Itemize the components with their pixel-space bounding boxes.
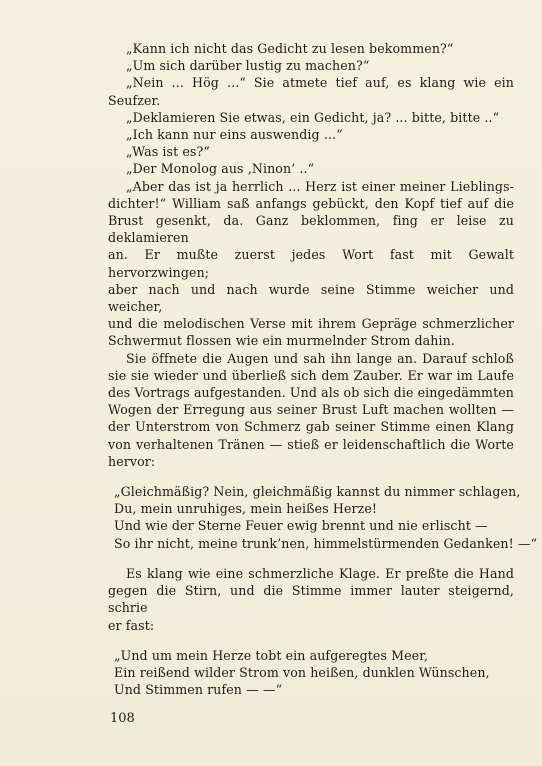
text-line: an. Er mußte zuerst jedes Wort fast mit Gewalt hervorzwingen; <box>108 247 514 280</box>
text-line: von verhaltenen Tränen — stieß er leidenschaftlich die Worte <box>108 436 514 452</box>
verse-line: „Und um mein Herze tobt ein aufgeregtes Meer, <box>114 647 429 663</box>
text-line: „Kann ich nicht das Gedicht zu lesen bekommen?“ <box>126 41 454 56</box>
paragraph <box>108 57 514 74</box>
text-line: hervor: <box>108 453 156 469</box>
verse-line: „Gleichmäßig? Nein, gleichmäßig kannst du nimmer schlagen, <box>114 484 521 500</box>
text-line: Es klang wie eine schmerzliche Klage. Er preßte die Hand <box>126 565 514 581</box>
text-line: „Aber das ist ja herrlich ... Herz ist einer meiner Lieblings- <box>126 178 514 194</box>
text-line: Wogen der Erregung aus seiner Brust Luft machen wollten — <box>108 402 514 418</box>
text-line: sie sie wieder und überließ sich dem Zauber. Er war im Laufe <box>108 367 514 383</box>
page-number: 108 <box>110 711 135 726</box>
verse-line: Du, mein unruhiges, mein heißes Herze! <box>114 501 378 517</box>
paragraph <box>108 178 514 350</box>
text-line: Schwermut flossen wie ein murmelnder Strom dahin. <box>108 333 455 349</box>
text-line: „Deklamieren Sie etwas, ein Gedicht, ja? ... bitte, bitte ..“ <box>126 109 500 125</box>
verse-line: Ein reißend wilder Strom von heißen, dunklen Wünschen, <box>114 664 490 680</box>
verse-line: Und Stimmen rufen — —“ <box>114 682 283 698</box>
section-gap <box>108 552 514 565</box>
paragraph <box>108 74 514 108</box>
body-text <box>108 40 538 698</box>
paragraph <box>108 40 514 57</box>
text-line: „Was ist es?“ <box>126 144 210 160</box>
text-line: „Ich kann nur eins auswendig ...“ <box>126 127 343 143</box>
paragraph <box>108 109 514 126</box>
paragraph <box>108 350 514 470</box>
paragraph <box>108 126 514 143</box>
verse-block <box>108 483 538 552</box>
text-line: aber nach und nach wurde seine Stimme weicher und weicher, <box>108 281 514 315</box>
text-line: Brust gesenkt, da. Ganz beklommen, fing er leise zu deklamieren <box>108 213 514 246</box>
section-gap <box>108 634 514 647</box>
verse-line: So ihr nicht, meine trunk’nen, himmelstürmenden Gedanken! —“ <box>114 535 538 551</box>
text-line: „Nein ... Hög ...“ Sie atmete tief auf, es klang wie ein <box>126 75 514 91</box>
text-line: dichter!“ William saß anfangs gebückt, den Kopf tief auf die <box>108 195 514 211</box>
text-line: und die melodischen Verse mit ihrem Gepräge schmerzlicher <box>108 316 514 332</box>
paragraph <box>108 143 514 160</box>
text-line: „Um sich darüber lustig zu machen?“ <box>126 58 370 74</box>
paragraph <box>108 565 514 634</box>
text-line: Seufzer. <box>108 92 161 108</box>
section-gap <box>108 470 514 483</box>
paragraph <box>108 160 514 177</box>
text-line: Sie öffnete die Augen und sah ihn lange an. Darauf schloß <box>126 350 514 366</box>
verse-line: Und wie der Sterne Feuer ewig brennt und nie erlischt — <box>114 518 488 534</box>
text-line: er fast: <box>108 617 155 633</box>
text-line: „Der Monolog aus ‚Ninon‘ ..“ <box>126 161 315 177</box>
verse-block <box>108 647 514 699</box>
text-line: gegen die Stirn, und die Stimme immer lauter steigernd, schrie <box>108 583 514 616</box>
text-line: der Unterstrom von Schmerz gab seiner Stimme einen Klang <box>108 419 514 435</box>
text-line: des Vortrags aufgestanden. Und als ob sich die eingedämmten <box>108 385 514 401</box>
